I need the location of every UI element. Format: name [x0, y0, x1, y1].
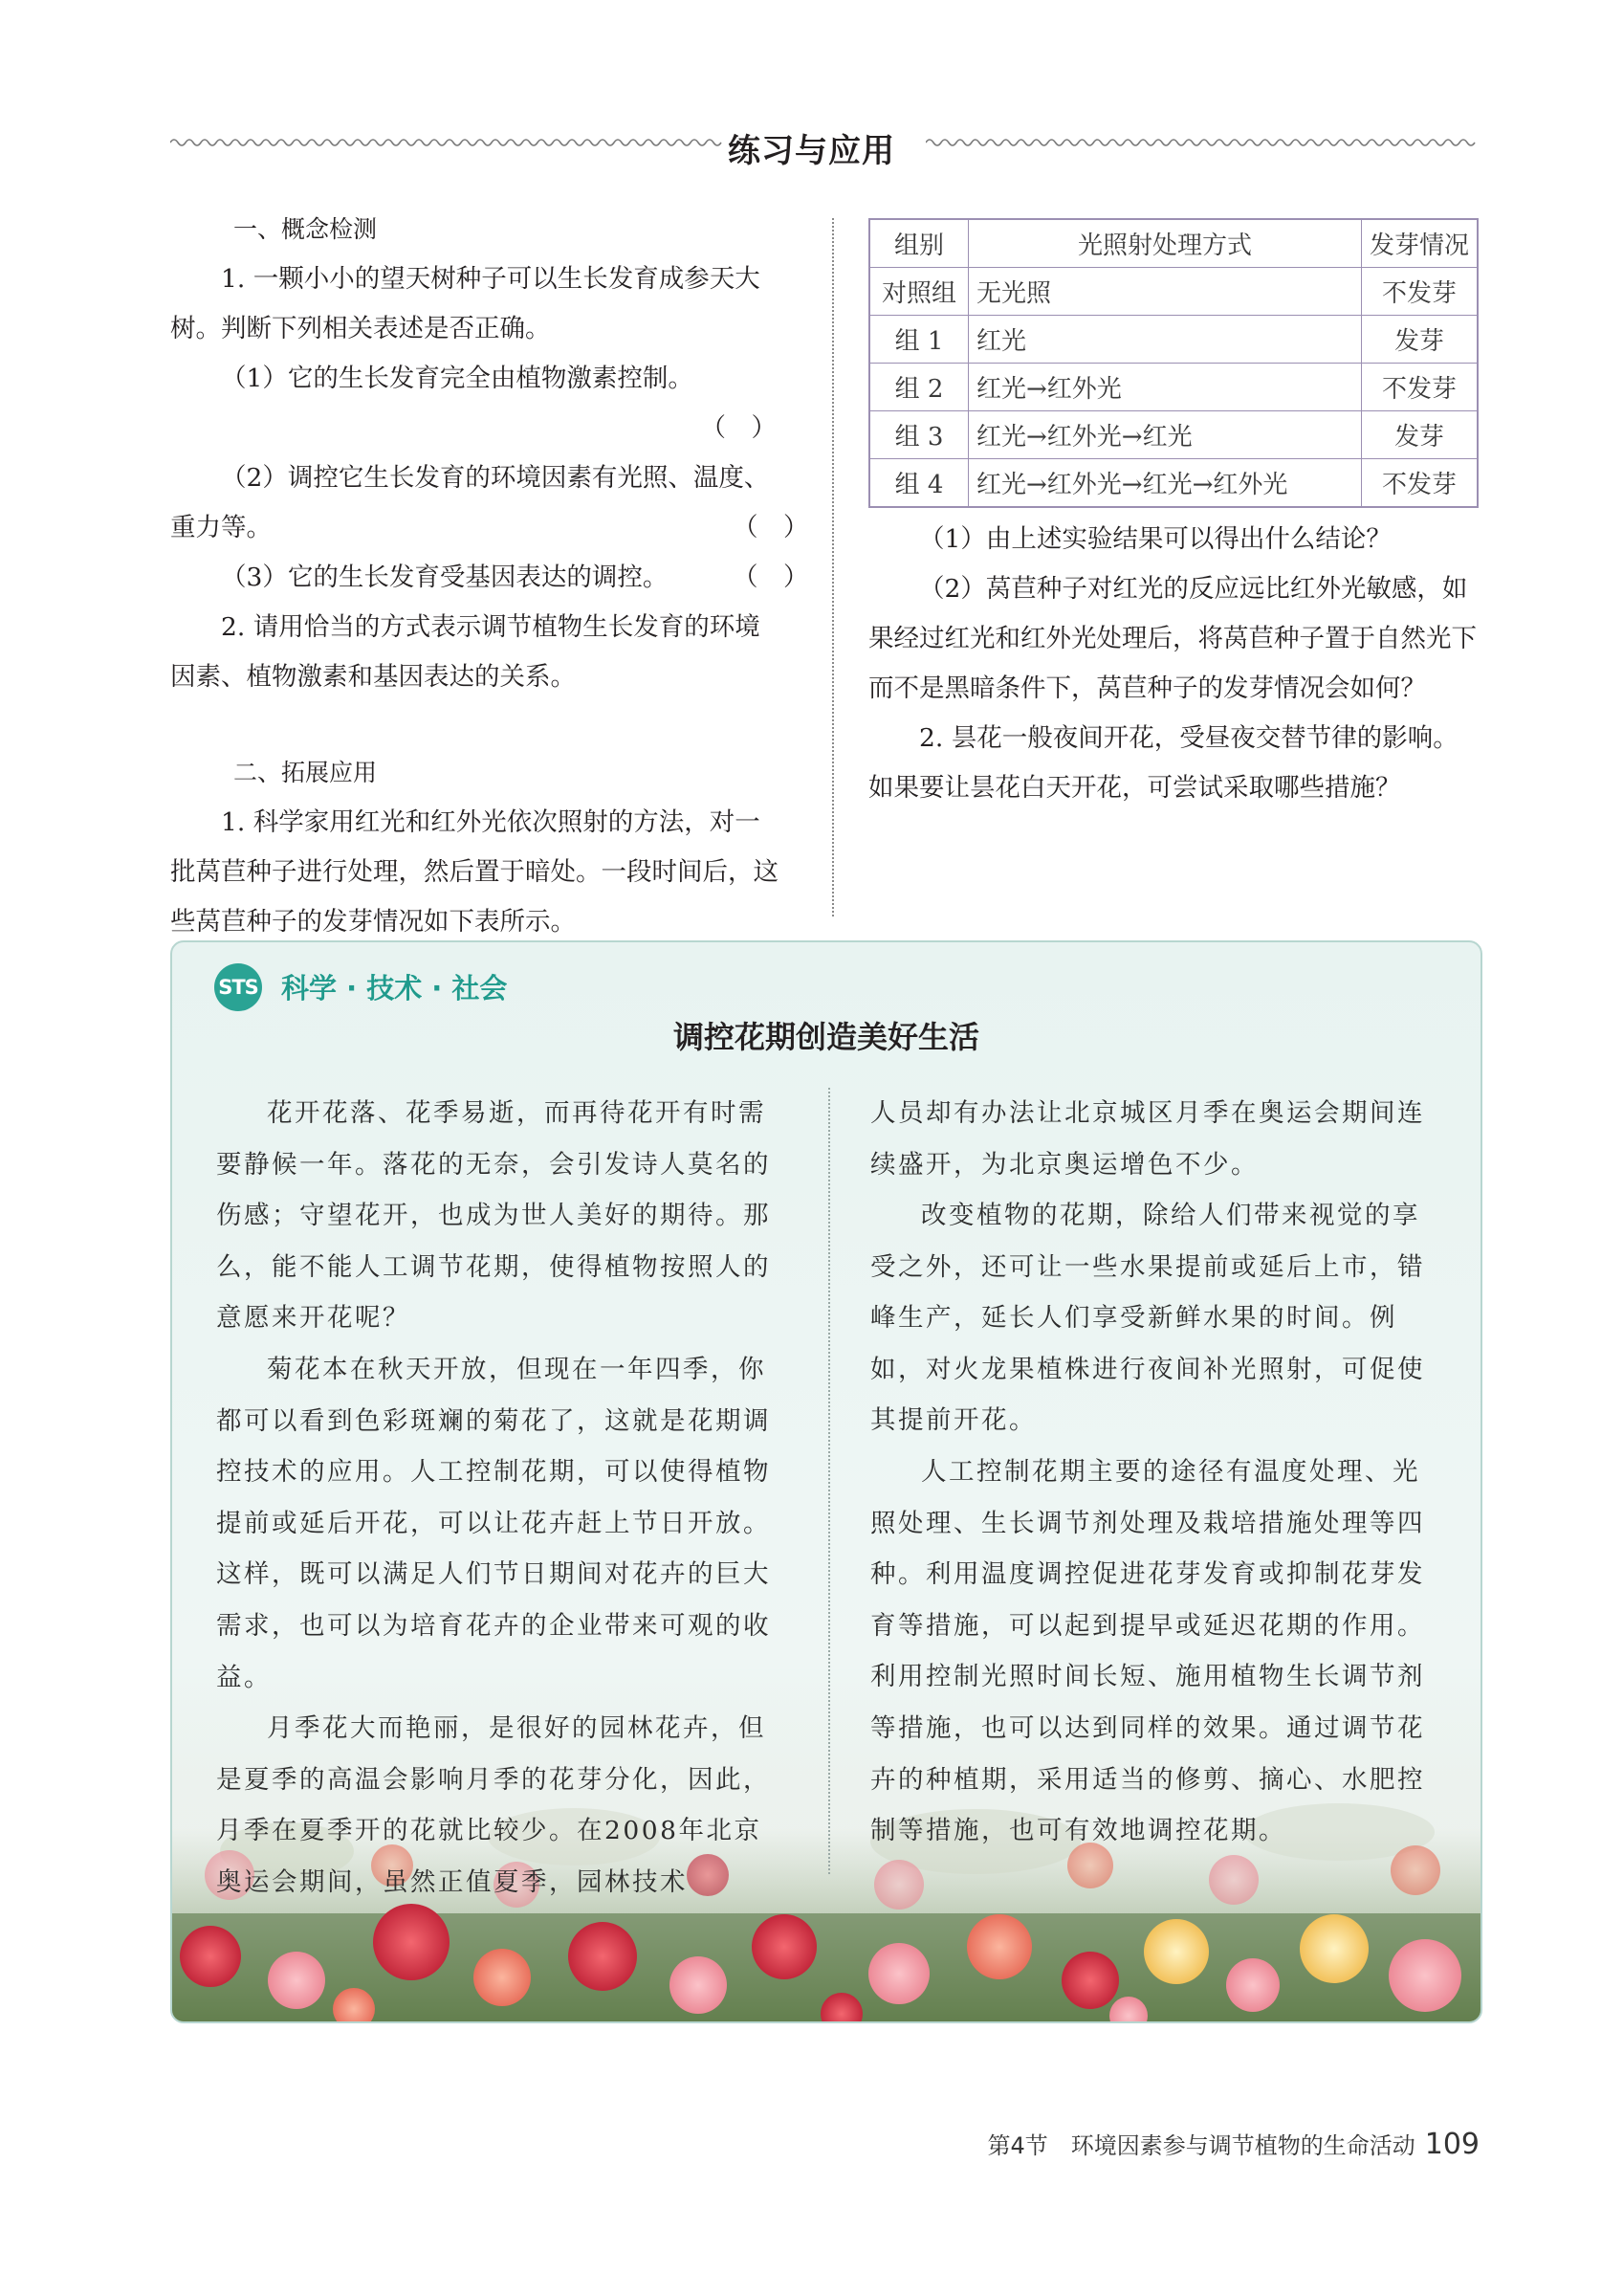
- column-divider: [832, 218, 834, 916]
- table-row: [869, 316, 1478, 364]
- table-cell-group: 对照组: [869, 268, 969, 316]
- sts-label: 科学 · 技术 · 社会: [281, 972, 508, 1004]
- table-cell-treatment: 红光→红外光→红光: [969, 411, 1362, 459]
- sts-right-column: [870, 1088, 1442, 1857]
- question-1-intro: 1. 一颗小小的望天树种子可以生长发育成参天大树。判断下列相关表述是否正确。: [170, 264, 760, 343]
- table-cell-treatment: 红光→红外光: [969, 364, 1362, 411]
- table-cell-result: 不发芽: [1361, 364, 1478, 411]
- table-cell-group: 组 3: [869, 411, 969, 459]
- table-cell-treatment: 红光→红外光→红光→红外光: [969, 459, 1362, 508]
- left-column: [170, 205, 809, 947]
- table-row: [869, 459, 1478, 508]
- table-cell-treatment: 红光: [969, 316, 1362, 364]
- extension-question-1-part-1: （1）由上述实验结果可以得出什么结论？: [919, 524, 1392, 554]
- sts-article-title: 调控花期创造美好生活: [672, 1019, 979, 1055]
- answer-blank-1: （ ）: [700, 413, 777, 443]
- heading-extended-application: 二、拓展应用: [233, 759, 378, 786]
- right-column: [868, 515, 1479, 813]
- spacer: [170, 702, 782, 748]
- extension-question-1: 1. 科学家用红光和红外光依次照射的方法，对一批莴苣种子进行处理，然后置于暗处。一段时间后，这些莴苣种子的发芽情况如下表所示。: [170, 807, 779, 937]
- answer-blank-2: （ ）: [733, 513, 809, 542]
- sts-logo-icon: STS: [214, 963, 262, 1011]
- sts-paragraph-5: 人工控制花期主要的途径有温度处理、光照处理、生长调节剂处理及栽培措施处理等四种。利用温度调控促进花芽发育或抑制花芽发育等措施，可以起到提早或延迟花期的作用。利用控制光照时间长短、施用植物生长调节剂等措施，也可以达到同样的效果。通过调节花卉的种植期，采用适当的修剪、摘心、水肥控制等措施，也可有效地调控花期。: [870, 1456, 1425, 1846]
- question-1-item-3: [170, 553, 809, 603]
- table-cell-result: 发芽: [1361, 411, 1478, 459]
- sts-paragraph-3: 月季花大而艳丽，是很好的园林花卉，但是夏季的高温会影响月季的花芽分化，因此，月季在夏季开的花就比较少。在2008年北京奥运会期间，虽然正值夏季，园林技术: [216, 1713, 771, 1897]
- table-cell-group: 组 1: [869, 316, 969, 364]
- table-header-row: [869, 219, 1478, 268]
- extension-question-2: 2. 昙花一般夜间开花，受昼夜交替节律的影响。如果要让昙花白天开花，可尝试采取哪些措施？: [868, 723, 1459, 803]
- question-1-item-2: [170, 453, 809, 553]
- table-cell-result: 不发芽: [1361, 459, 1478, 508]
- header-wave-right: [926, 134, 1479, 151]
- table-row: [869, 411, 1478, 459]
- sts-box: [170, 940, 1482, 2023]
- question-1-item-2-text: （2）调控它生长发育的环境因素有光照、温度、重力等。: [170, 463, 770, 542]
- sts-paragraph-2: 菊花本在秋天开放，但现在一年四季，你都可以看到色彩斑斓的菊花了，这就是花期调控技术的应用。人工控制花期，可以使得植物提前或延后开花，可以让花卉赶上节日开放。这样，既可以满足人们节日期间对花卉的巨大需求，也可以为培育花卉的企业带来可观的收益。: [216, 1354, 771, 1692]
- section-title: 练习与应用: [728, 132, 895, 170]
- extension-question-1-part-2: （2）莴苣种子对红光的反应远比红外光敏感，如果经过红光和红外光处理后，将莴苣种子置于自然光下而不是黑暗条件下，莴苣种子的发芽情况会如何？: [868, 574, 1477, 703]
- page-number: 109: [1424, 2128, 1480, 2161]
- question-2: 2. 请用恰当的方式表示调节植物生长发育的环境因素、植物激素和基因表达的关系。: [170, 612, 760, 692]
- page-footer: [987, 2127, 1480, 2161]
- heading-concept-check: 一、概念检测: [233, 215, 378, 243]
- table-row: [869, 268, 1478, 316]
- sts-column-divider: [828, 1088, 830, 1874]
- question-1-item-3-text: （3）它的生长发育受基因表达的调控。: [221, 563, 669, 592]
- table-cell-group: 组 4: [869, 459, 969, 508]
- table-cell-group: 组 2: [869, 364, 969, 411]
- table-header-germination: 发芽情况: [1361, 219, 1478, 268]
- sts-left-column: [216, 1088, 788, 1909]
- answer-blank-3: （ ）: [733, 563, 809, 592]
- table-header-treatment: 光照射处理方式: [969, 219, 1362, 268]
- table-cell-result: 不发芽: [1361, 268, 1478, 316]
- sts-paragraph-1: 花开花落、花季易逝，而再待花开有时需要静候一年。落花的无奈，会引发诗人莫名的伤感；守望花开，也成为世人美好的期待。那么，能不能人工调节花期，使得植物按照人的意愿来开花呢？: [216, 1098, 771, 1334]
- table-row: [869, 364, 1478, 411]
- table-cell-result: 发芽: [1361, 316, 1478, 364]
- question-1-item-1: （1）它的生长发育完全由植物激素控制。: [221, 364, 693, 393]
- table-header-group: 组别: [869, 219, 969, 268]
- table-cell-treatment: 无光照: [969, 268, 1362, 316]
- sts-paragraph-4: 改变植物的花期，除给人们带来视觉的享受之外，还可让一些水果提前或延后上市，错峰生产，延长人们享受新鲜水果的时间。例如，对火龙果植株进行夜间补光照射，可促使其提前开花。: [870, 1201, 1425, 1436]
- germination-table: [868, 218, 1479, 508]
- sts-paragraph-3-continued: 人员却有办法让北京城区月季在奥运会期间连续盛开，为北京奥运增色不少。: [870, 1098, 1425, 1180]
- chapter-title: 第4节 环境因素参与调节植物的生命活动: [987, 2132, 1415, 2159]
